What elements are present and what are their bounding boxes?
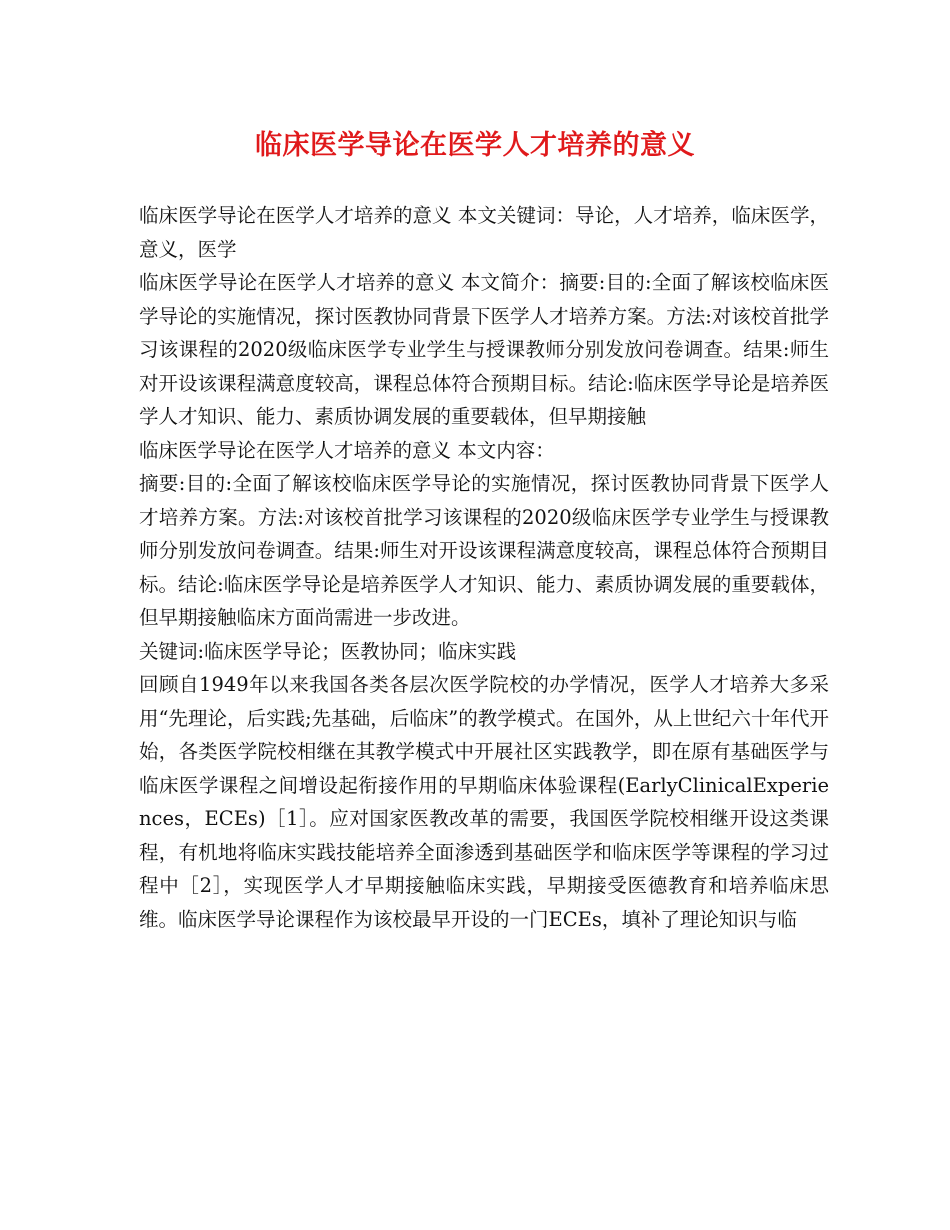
main-text-paragraph: 回顾自1949年以来我国各类各层次医学院校的办学情况，医学人才培养大多采用“先理论，后实践;先基础，后临床”的教学模式。在国外，从上世纪六十年代开始，各类医学院校相继在其教学模式中开展社区实践教学，即在原有基础医学与临床医学课程之间增设起衔接作用的早期临床体验课程(EarlyClinicalExperiences，ECEs)［1］。应对国家医教改革的需要，我国医学院校相继开设这类课程，有机地将临床实践技能培养全面渗透到基础医学和临床医学等课程的学习过程中［2］，实现医学人才早期接触临床实践，早期接受医德教育和培养临床思维。临床医学导论课程作为该校最早开设的一门ECEs，填补了理论知识与临 (139, 673, 829, 931)
content-heading-paragraph: 临床医学导论在医学人才培养的意义 本文内容： (139, 438, 555, 462)
summary-intro-paragraph: 临床医学导论在医学人才培养的意义 本文简介：摘要:目的:全面了解该校临床医学导论的实施情况，探讨医教协同背景下医学人才培养方案。方法:对该校首批学习该课程的2020级临床医学专业学生与授课教师分别发放问卷调查。结果:师生对开设该课程满意度较高，课程总体符合预期目标。结论:临床医学导论是培养医学人才知识、能力、素质协调发展的重要载体，但早期接触 (139, 271, 829, 428)
document-title: 临床医学导论在医学人才培养的意义 (255, 130, 695, 161)
abstract-paragraph: 摘要:目的:全面了解该校临床医学导论的实施情况，探讨医教协同背景下医学人才培养方案。方法:对该校首批学习该课程的2020级临床医学专业学生与授课教师分别发放问卷调查。结果:师生对开设该课程满意度较高，课程总体符合预期目标。结论:临床医学导论是培养医学人才知识、能力、素质协调发展的重要载体，但早期接触临床方面尚需进一步改进。 (139, 472, 829, 629)
keywords-intro-paragraph: 临床医学导论在医学人才培养的意义 本文关键词：导论，人才培养，临床医学，意义，医学 (139, 204, 829, 261)
keywords-paragraph: 关键词:临床医学导论；医教协同；临床实践 (139, 639, 517, 663)
document-body (139, 199, 829, 936)
